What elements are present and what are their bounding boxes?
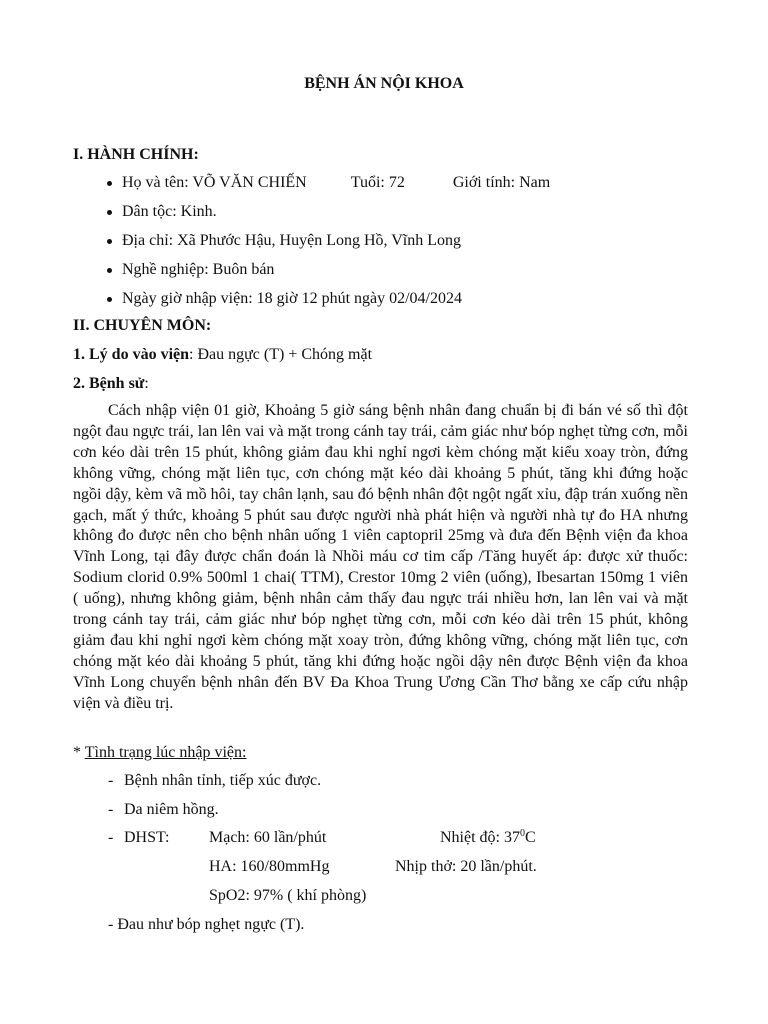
dash-marker: - [108,772,114,789]
admission-status-heading [73,744,246,762]
patient-name: Họ và tên: VÕ VĂN CHIẾN [122,174,307,191]
list-item-ethnicity [107,202,550,231]
patient-age: Tuổi: 72 [350,174,405,191]
patient-occupation: Nghề nghiệp: Buôn bán [122,261,275,278]
blood-pressure-value: HA: 160/80mmHg [209,858,330,875]
status-star: * [73,744,85,761]
document-title: BỆNH ÁN NỘI KHOA [304,75,464,92]
patient-sex: Giới tính: Nam [452,174,551,191]
admission-datetime: Ngày giờ nhập viện: 18 giờ 12 phút ngày 02/04/2024 [122,290,462,307]
list-item-occupation [107,260,550,289]
medical-history-paragraph: Cách nhập viện 01 giờ, Khoảng 5 giờ sáng bệnh nhân đang chuẩn bị đi bán vé số thì đột ngột đau ngực trái, lan lên vai và mặt trong cánh tay trái, cảm giác như bóp nghẹt từng cơn, mỗi cơn kéo dài trên 15 phút, không giảm đau khi nghỉ ngơi kèm chóng mặt kiểu xoay tròn, đứng không vững, chóng mặt liên tục, cơn chóng mặt kéo dài khoảng 5 phút, tăng khi đứng hoặc ngồi dậy, kèm vã mồ hôi, tay chân lạnh, sau đó bệnh nhân đột ngột ngất xỉu, đập trán xuống nền gạch, mất ý thức, khoảng 5 phút sau được người nhà phát hiện và người nhà tự đo HA nhưng không đo được nên cho bệnh nhân uống 1 viên captopril 25mg và đưa đến Bệnh viện đa khoa Vĩnh Long, tại đây được chẩn đoán là Nhồi máu cơ tim cấp /Tăng huyết áp: được xử thuốc: Sodium clorid 0.9% 500ml 1 chai( TTM), Crestor 10mg 2 viên (uống), Ibesartan 150mg 1 viên ( uống), nhưng không giảm, bệnh nhân cảm thấy đau ngực trái nhiều hơn, lan lên vai và mặt trong cánh tay trái, cảm giác như bóp nghẹt từng cơn, mỗi cơn kéo dài trên 15 phút, không giảm đau khi nghỉ ngơi kèm chóng mặt xoay tròn, đứng không vững, chóng mặt liên tục, cơn chóng mặt kéo dài khoảng 5 phút, tăng khi đứng hoặc ngồi dậy nên được Bệnh viện đa khoa Vĩnh Long chuyển bệnh nhân đến BV Đa Khoa Trung Ương Cần Thơ bằng xe cấp cứu nhập viện và điều trị. [73,402,688,712]
administrative-list [107,173,550,318]
status-label: Tình trạng lúc nhập viện: [84,744,247,761]
status-text: Da niêm hồng. [124,801,219,818]
bullet-icon [107,210,112,215]
section-heading-administrative: I. HÀNH CHÍNH: [73,146,199,163]
reason-label: 1. Lý do vào viện [73,346,190,363]
status-text: Bệnh nhân tỉnh, tiếp xúc được. [124,772,322,789]
section-heading-clinical: II. CHUYÊN MÔN: [73,317,212,334]
dash-marker: - [108,801,114,818]
list-item-name [107,173,550,202]
list-item-address [107,231,550,260]
status-item-conscious [108,772,321,790]
medical-history-heading [73,375,149,393]
history-label: 2. Bệnh sử [73,375,145,392]
history-colon: : [144,375,149,392]
bullet-icon [107,297,112,302]
temperature-unit: C [525,829,536,846]
patient-ethnicity: Dân tộc: Kinh. [122,203,217,220]
bullet-icon [107,268,112,273]
patient-address: Địa chỉ: Xã Phước Hậu, Huyện Long Hồ, Vĩnh Long [122,232,462,249]
bullet-icon [107,239,112,244]
dash-marker: - [108,829,114,846]
respiratory-rate-value: Nhịp thở: 20 lần/phút. [395,858,537,875]
temperature-value [440,829,536,847]
chest-pain-note: - Đau như bóp nghẹt ngực (T). [108,916,305,933]
spo2-value: SpO2: 97% ( khí phòng) [209,887,367,904]
vitals-label: DHST: [124,829,170,846]
temperature-prefix: Nhiệt độ: 37 [440,829,520,846]
temperature-degree: 0 [520,828,525,839]
reason-text: : Đau ngực (T) + Chóng mặt [189,346,373,363]
status-item-skin [108,801,219,819]
list-item-admission [107,289,550,318]
bullet-icon [107,181,112,186]
reason-for-admission [73,346,372,364]
status-item-vitals [108,829,169,847]
pulse-value: Mạch: 60 lần/phút [209,829,327,846]
